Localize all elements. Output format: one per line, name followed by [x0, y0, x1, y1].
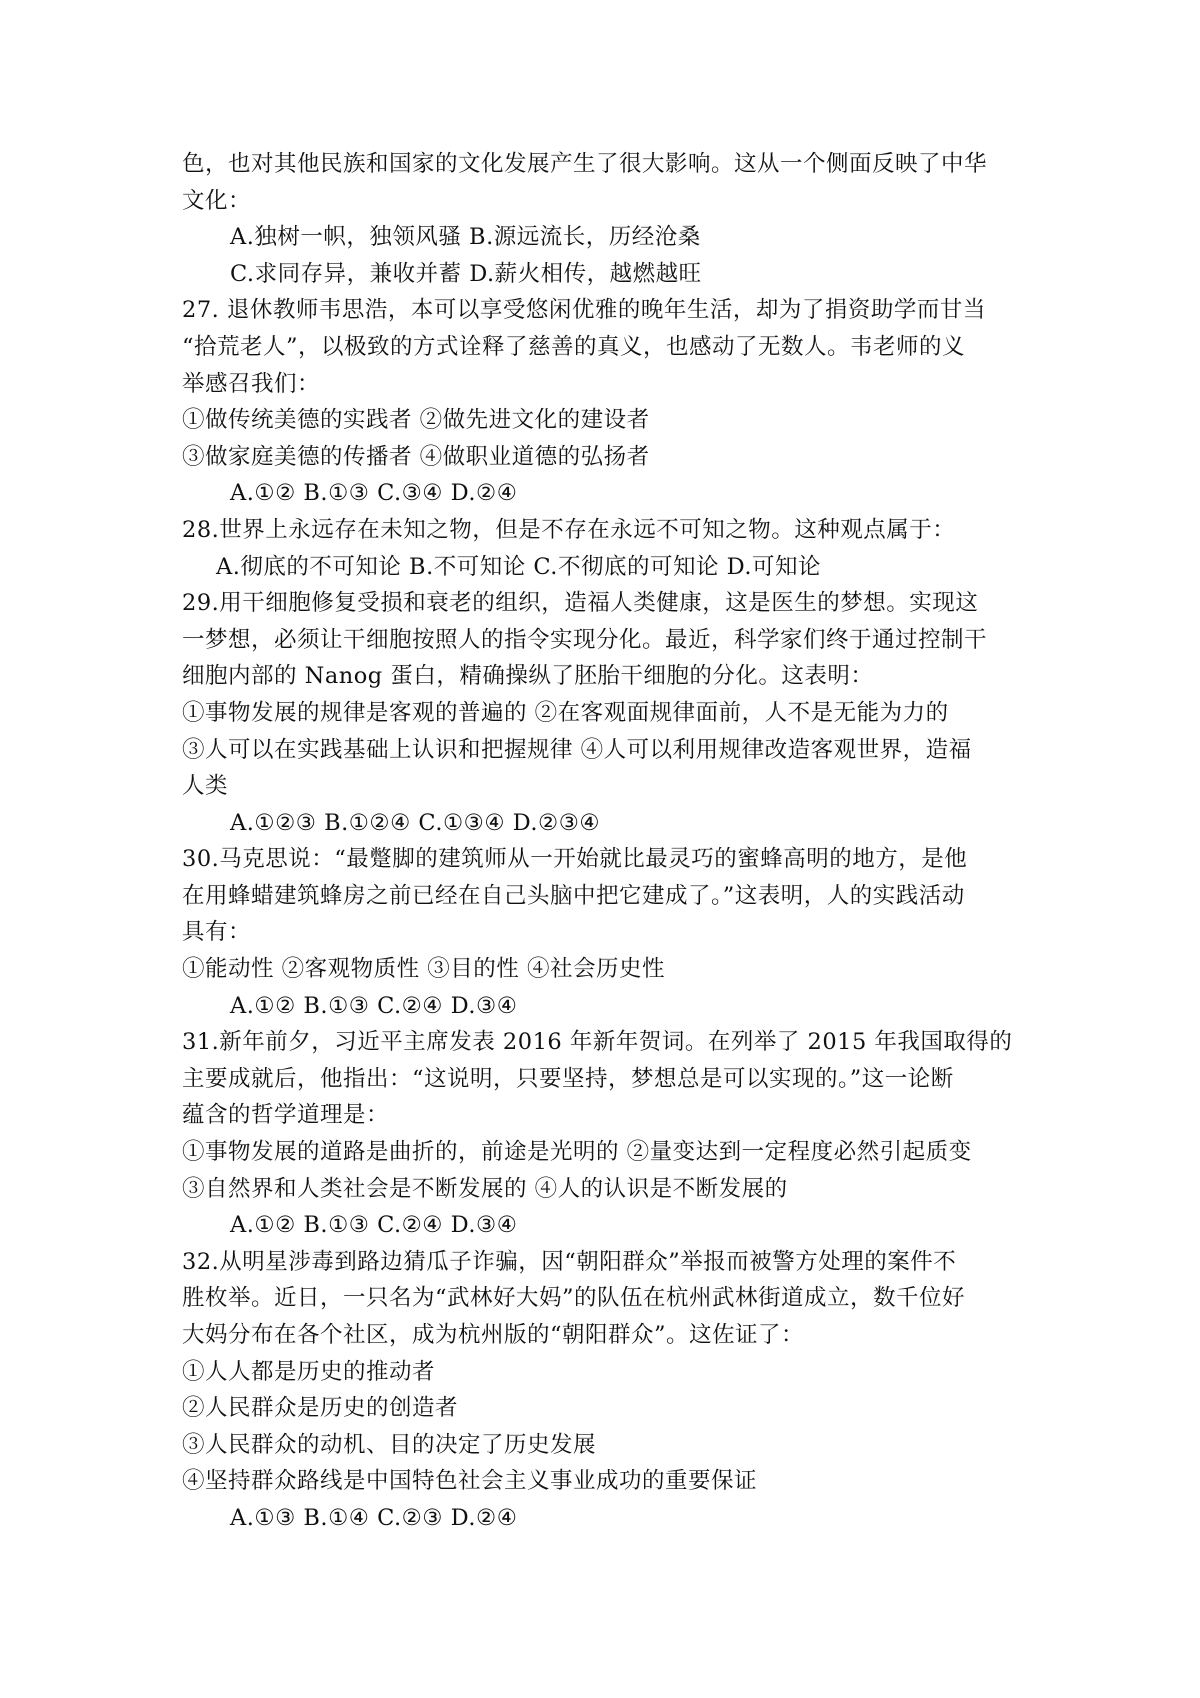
text-line: ①做传统美德的实践者 ②做先进文化的建设者	[182, 407, 650, 434]
text-line: 32.从明星涉毒到路边猜瓜子诈骗，因“朝阳群众”举报而被警方处理的案件不	[182, 1248, 957, 1275]
text-line: A.①② B.①③ C.②④ D.③④	[230, 1212, 518, 1239]
text-line: 30.马克思说：“最蹩脚的建筑师从一开始就比最灵巧的蜜蜂高明的地方，是他	[182, 846, 968, 873]
text-line: A.①②③ B.①②④ C.①③④ D.②③④	[230, 809, 601, 836]
text-line: A.①③ B.①④ C.②③ D.②④	[230, 1504, 518, 1531]
text-line: 28.世界上永远存在未知之物，但是不存在永远不可知之物。这种观点属于：	[182, 516, 956, 543]
text-line: 27. 退休教师韦思浩，本可以享受悠闲优雅的晚年生活，却为了捐资助学而甘当	[182, 297, 986, 324]
text-line: A.①② B.①③ C.③④ D.②④	[230, 480, 518, 507]
text-line: 文化：	[182, 187, 252, 214]
text-line: A.独树一帜，独领风骚 B.源远流长，历经沧桑	[230, 224, 701, 251]
text-line: ③人可以在实践基础上认识和把握规律 ④人可以利用规律改造客观世界，造福	[182, 736, 972, 763]
text-line: “拾荒老人”，以极致的方式诠释了慈善的真义，也感动了无数人。韦老师的义	[182, 333, 966, 360]
text-line: 31.新年前夕，习近平主席发表 2016 年新年贺词。在列举了 2015 年我国取得的	[182, 1029, 1013, 1056]
text-line: ①事物发展的道路是曲折的，前途是光明的 ②量变达到一定程度必然引起质变	[182, 1139, 972, 1166]
text-line: A.彻底的不可知论 B.不可知论 C.不彻底的可知论 D.可知论	[216, 553, 821, 580]
text-line: C.求同存异，兼收并蓄 D.薪火相传，越燃越旺	[230, 260, 702, 287]
text-line: ③自然界和人类社会是不断发展的 ④人的认识是不断发展的	[182, 1175, 788, 1202]
text-line: ④坚持群众路线是中国特色社会主义事业成功的重要保证	[182, 1468, 758, 1495]
text-line: 主要成就后，他指出：“这说明，只要坚持，梦想总是可以实现的。”这一论断	[182, 1065, 954, 1092]
text-line: 在用蜂蜡建筑蜂房之前已经在自己头脑中把它建成了。”这表明，人的实践活动	[182, 882, 965, 909]
text-line: ①事物发展的规律是客观的普遍的 ②在客观面规律面前，人不是无能为力的	[182, 699, 949, 726]
text-line: 具有：	[182, 919, 252, 946]
text-line: 细胞内部的 Nanog 蛋白，精确操纵了胚胎干细胞的分化。这表明：	[182, 663, 874, 690]
text-line: 举感召我们：	[182, 370, 321, 397]
text-line: ①人人都是历史的推动者	[182, 1358, 436, 1385]
text-line: ②人民群众是历史的创造者	[182, 1395, 459, 1422]
text-line: ③做家庭美德的传播者 ④做职业道德的弘扬者	[182, 443, 650, 470]
document-page	[182, 146, 1032, 1537]
text-line: 大妈分布在各个社区，成为杭州版的“朝阳群众”。这佐证了：	[182, 1322, 805, 1348]
text-line: 一梦想，必须让干细胞按照人的指令实现分化。最近，科学家们终于通过控制干	[182, 626, 988, 653]
text-line: 蕴含的哲学道理是：	[182, 1102, 390, 1129]
text-line: 色，也对其他民族和国家的文化发展产生了很大影响。这从一个侧面反映了中华	[182, 151, 988, 177]
text-line: A.①② B.①③ C.②④ D.③④	[230, 992, 518, 1019]
text-line: 人类	[182, 773, 229, 800]
text-line: ③人民群众的动机、目的决定了历史发展	[182, 1431, 597, 1458]
text-line: ①能动性 ②客观物质性 ③目的性 ④社会历史性	[182, 956, 665, 983]
text-line: 胜枚举。近日，一只名为“武林好大妈”的队伍在杭州武林街道成立，数千位好	[182, 1285, 966, 1312]
text-line: 29.用干细胞修复受损和衰老的组织，造福人类健康，这是医生的梦想。实现这	[182, 590, 979, 617]
